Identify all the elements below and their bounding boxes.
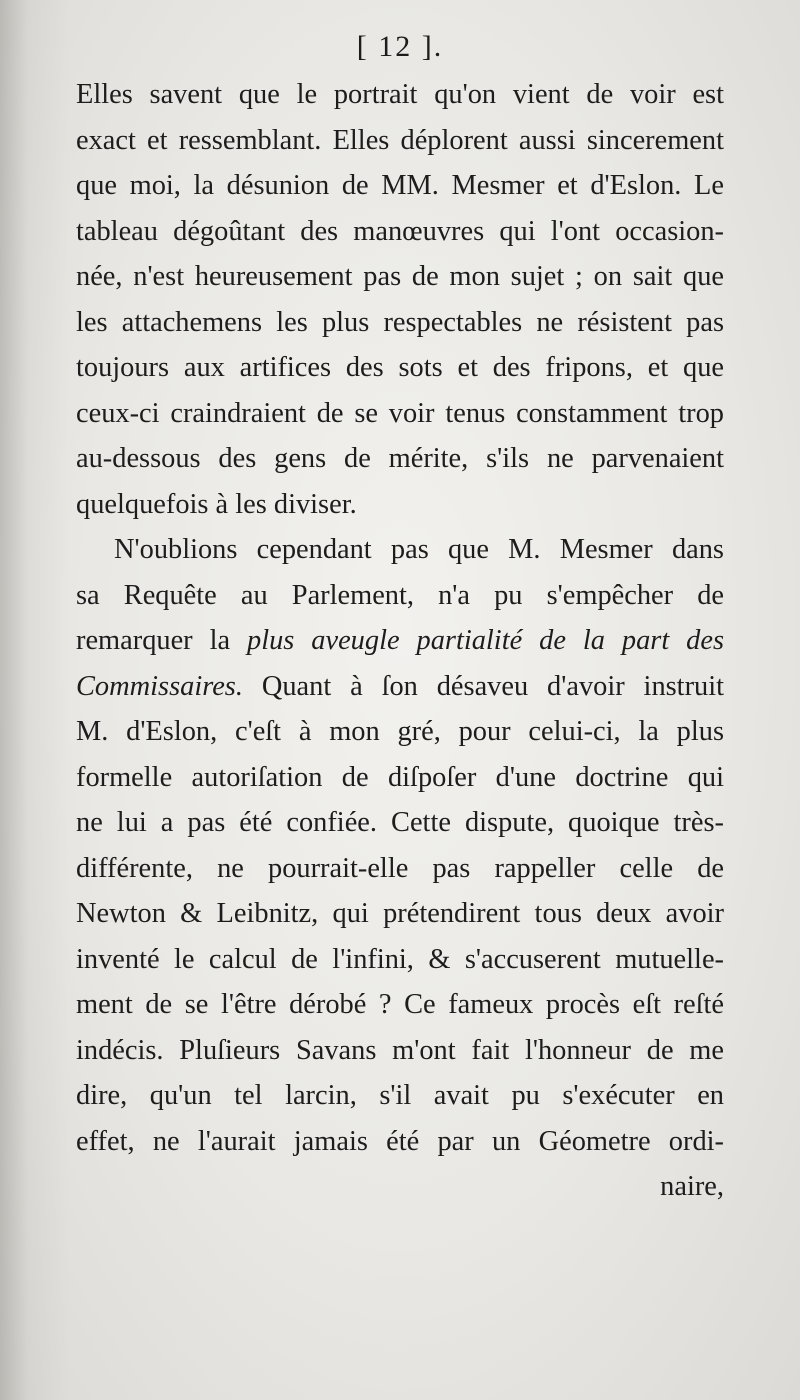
text-line: exact et ressemblant. Elles déplorent aussi sincerement bbox=[76, 124, 724, 156]
text-line: effet, ne l'aurait jamais été par un Géometre ordi- bbox=[76, 1125, 724, 1157]
text-line: que moi, la désunion de MM. Mesmer et d'Eslon. Le bbox=[76, 170, 724, 201]
text-line: née, n'est heureusement pas de mon sujet ; on sait que bbox=[76, 261, 724, 292]
text-line: les attachemens les plus respectables ne résistent pas bbox=[76, 306, 724, 338]
text-line: ne lui a pas été confiée. Cette dispute, quoique très- bbox=[76, 807, 724, 838]
text-line: Newton & Leibnitz, qui prétendirent tous deux avoir bbox=[76, 898, 724, 929]
text-line: tableau dégoûtant des manœuvres qui l'ont occasion- bbox=[76, 215, 724, 247]
text-run: remarquer la bbox=[76, 625, 248, 656]
text-line: Elles savent que le portrait qu'on vient de voir est bbox=[76, 79, 724, 110]
text-line-mixed bbox=[76, 618, 724, 664]
text-line: au-dessous des gens de mérite, s'ils ne parvenaient bbox=[76, 443, 724, 474]
text-line: dire, qu'un tel larcin, s'il avait pu s'exécuter en bbox=[76, 1080, 724, 1111]
paragraph-start-line: N'oublions cependant pas que M. Mesmer dans bbox=[114, 534, 724, 565]
text-line: différente, ne pourrait-elle pas rappeller celle de bbox=[76, 852, 724, 884]
text-run: Quant à ſon désaveu d'avoir instruit bbox=[242, 670, 724, 702]
text-line-mixed bbox=[76, 664, 724, 710]
text-line: indécis. Pluſieurs Savans m'ont fait l'honneur de me bbox=[76, 1034, 724, 1066]
text-line: formelle autoriſation de diſpoſer d'une doctrine qui bbox=[76, 761, 724, 793]
text-line: toujours aux artifices des sots et des fripons, et que bbox=[76, 352, 724, 383]
text-line: quelquefois à les diviser. bbox=[76, 488, 357, 520]
text-line: ceux-ci craindraient de se voir tenus constamment trop bbox=[76, 397, 724, 429]
text-line: inventé le calcul de l'infini, & s'accuserent mutuelle- bbox=[76, 943, 724, 975]
page-number: [ 12 ]. bbox=[356, 30, 444, 63]
text-line: M. d'Eslon, c'eſt à mon gré, pour celui-ci, la plus bbox=[76, 716, 724, 747]
text-line: ment de se l'être dérobé ? Ce fameux procès eſt reſté bbox=[76, 989, 724, 1020]
catchword: naire, bbox=[660, 1171, 724, 1202]
italic-quote: plus aveugle partialité de la part des bbox=[247, 625, 724, 656]
text-line: sa Requête au Parlement, n'a pu s'empêcher de bbox=[76, 579, 724, 611]
gutter-shadow bbox=[0, 0, 70, 1400]
page-body bbox=[76, 72, 724, 1210]
italic-quote: Commissaires. bbox=[76, 670, 243, 702]
